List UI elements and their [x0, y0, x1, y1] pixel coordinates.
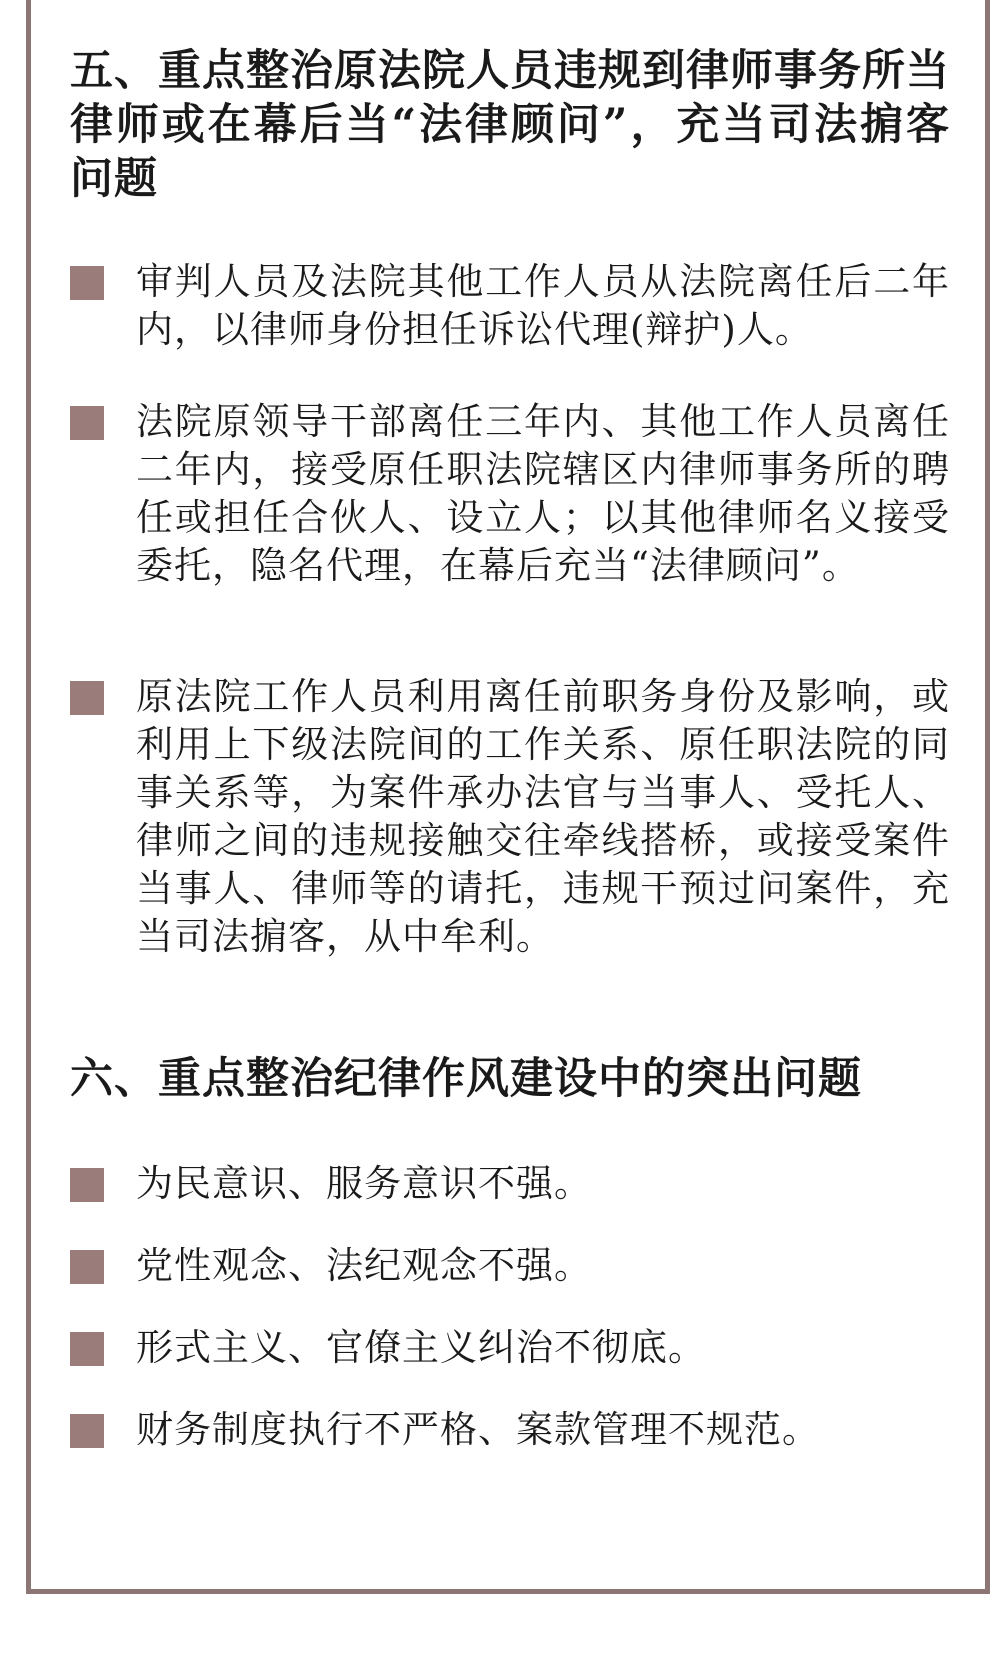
list-item: [70, 1242, 950, 1290]
list-item-text: 法院原领导干部离任三年内、其他工作人员离任二年内，接受原任职法院辖区内律师事务所的聘任或担任合伙人、设立人；以其他律师名义接受委托，隐名代理，在幕后充当“法律顾问”。: [136, 400, 950, 587]
square-bullet-icon: [70, 681, 104, 715]
square-bullet-icon: [70, 1168, 104, 1202]
list-item: [70, 258, 950, 354]
square-bullet-icon: [70, 1414, 104, 1448]
section-6-title: 六、重点整治纪律作风建设中的突出问题: [70, 1054, 862, 1104]
list-item: [70, 673, 950, 961]
square-bullet-icon: [70, 1250, 104, 1284]
list-item: [70, 1406, 950, 1454]
list-item: [70, 1324, 950, 1372]
list-item: [70, 398, 950, 590]
square-bullet-icon: [70, 266, 104, 300]
square-bullet-icon: [70, 1332, 104, 1366]
list-item-text: 财务制度执行不严格、案款管理不规范。: [136, 1408, 820, 1451]
list-item-text: 为民意识、服务意识不强。: [136, 1162, 592, 1205]
list-item-text: 审判人员及法院其他工作人员从法院离任后二年内，以律师身份担任诉讼代理(辩护)人。: [136, 260, 950, 351]
list-item-text: 党性观念、法纪观念不强。: [136, 1244, 592, 1287]
list-item-text: 原法院工作人员利用离任前职务身份及影响，或利用上下级法院间的工作关系、原任职法院的同事关系等，为案件承办法官与当事人、受托人、律师之间的违规接触交往牵线搭桥，或接受案件当事人、律师等的请托，违规干预过问案件，充当司法掮客，从中牟利。: [136, 675, 950, 958]
list-item-text: 形式主义、官僚主义纠治不彻底。: [136, 1326, 706, 1369]
list-item: [70, 1160, 950, 1208]
section-5-title: 五、重点整治原法院人员违规到律师事务所当律师或在幕后当“法律顾问”，充当司法掮客问题: [70, 46, 950, 204]
square-bullet-icon: [70, 406, 104, 440]
